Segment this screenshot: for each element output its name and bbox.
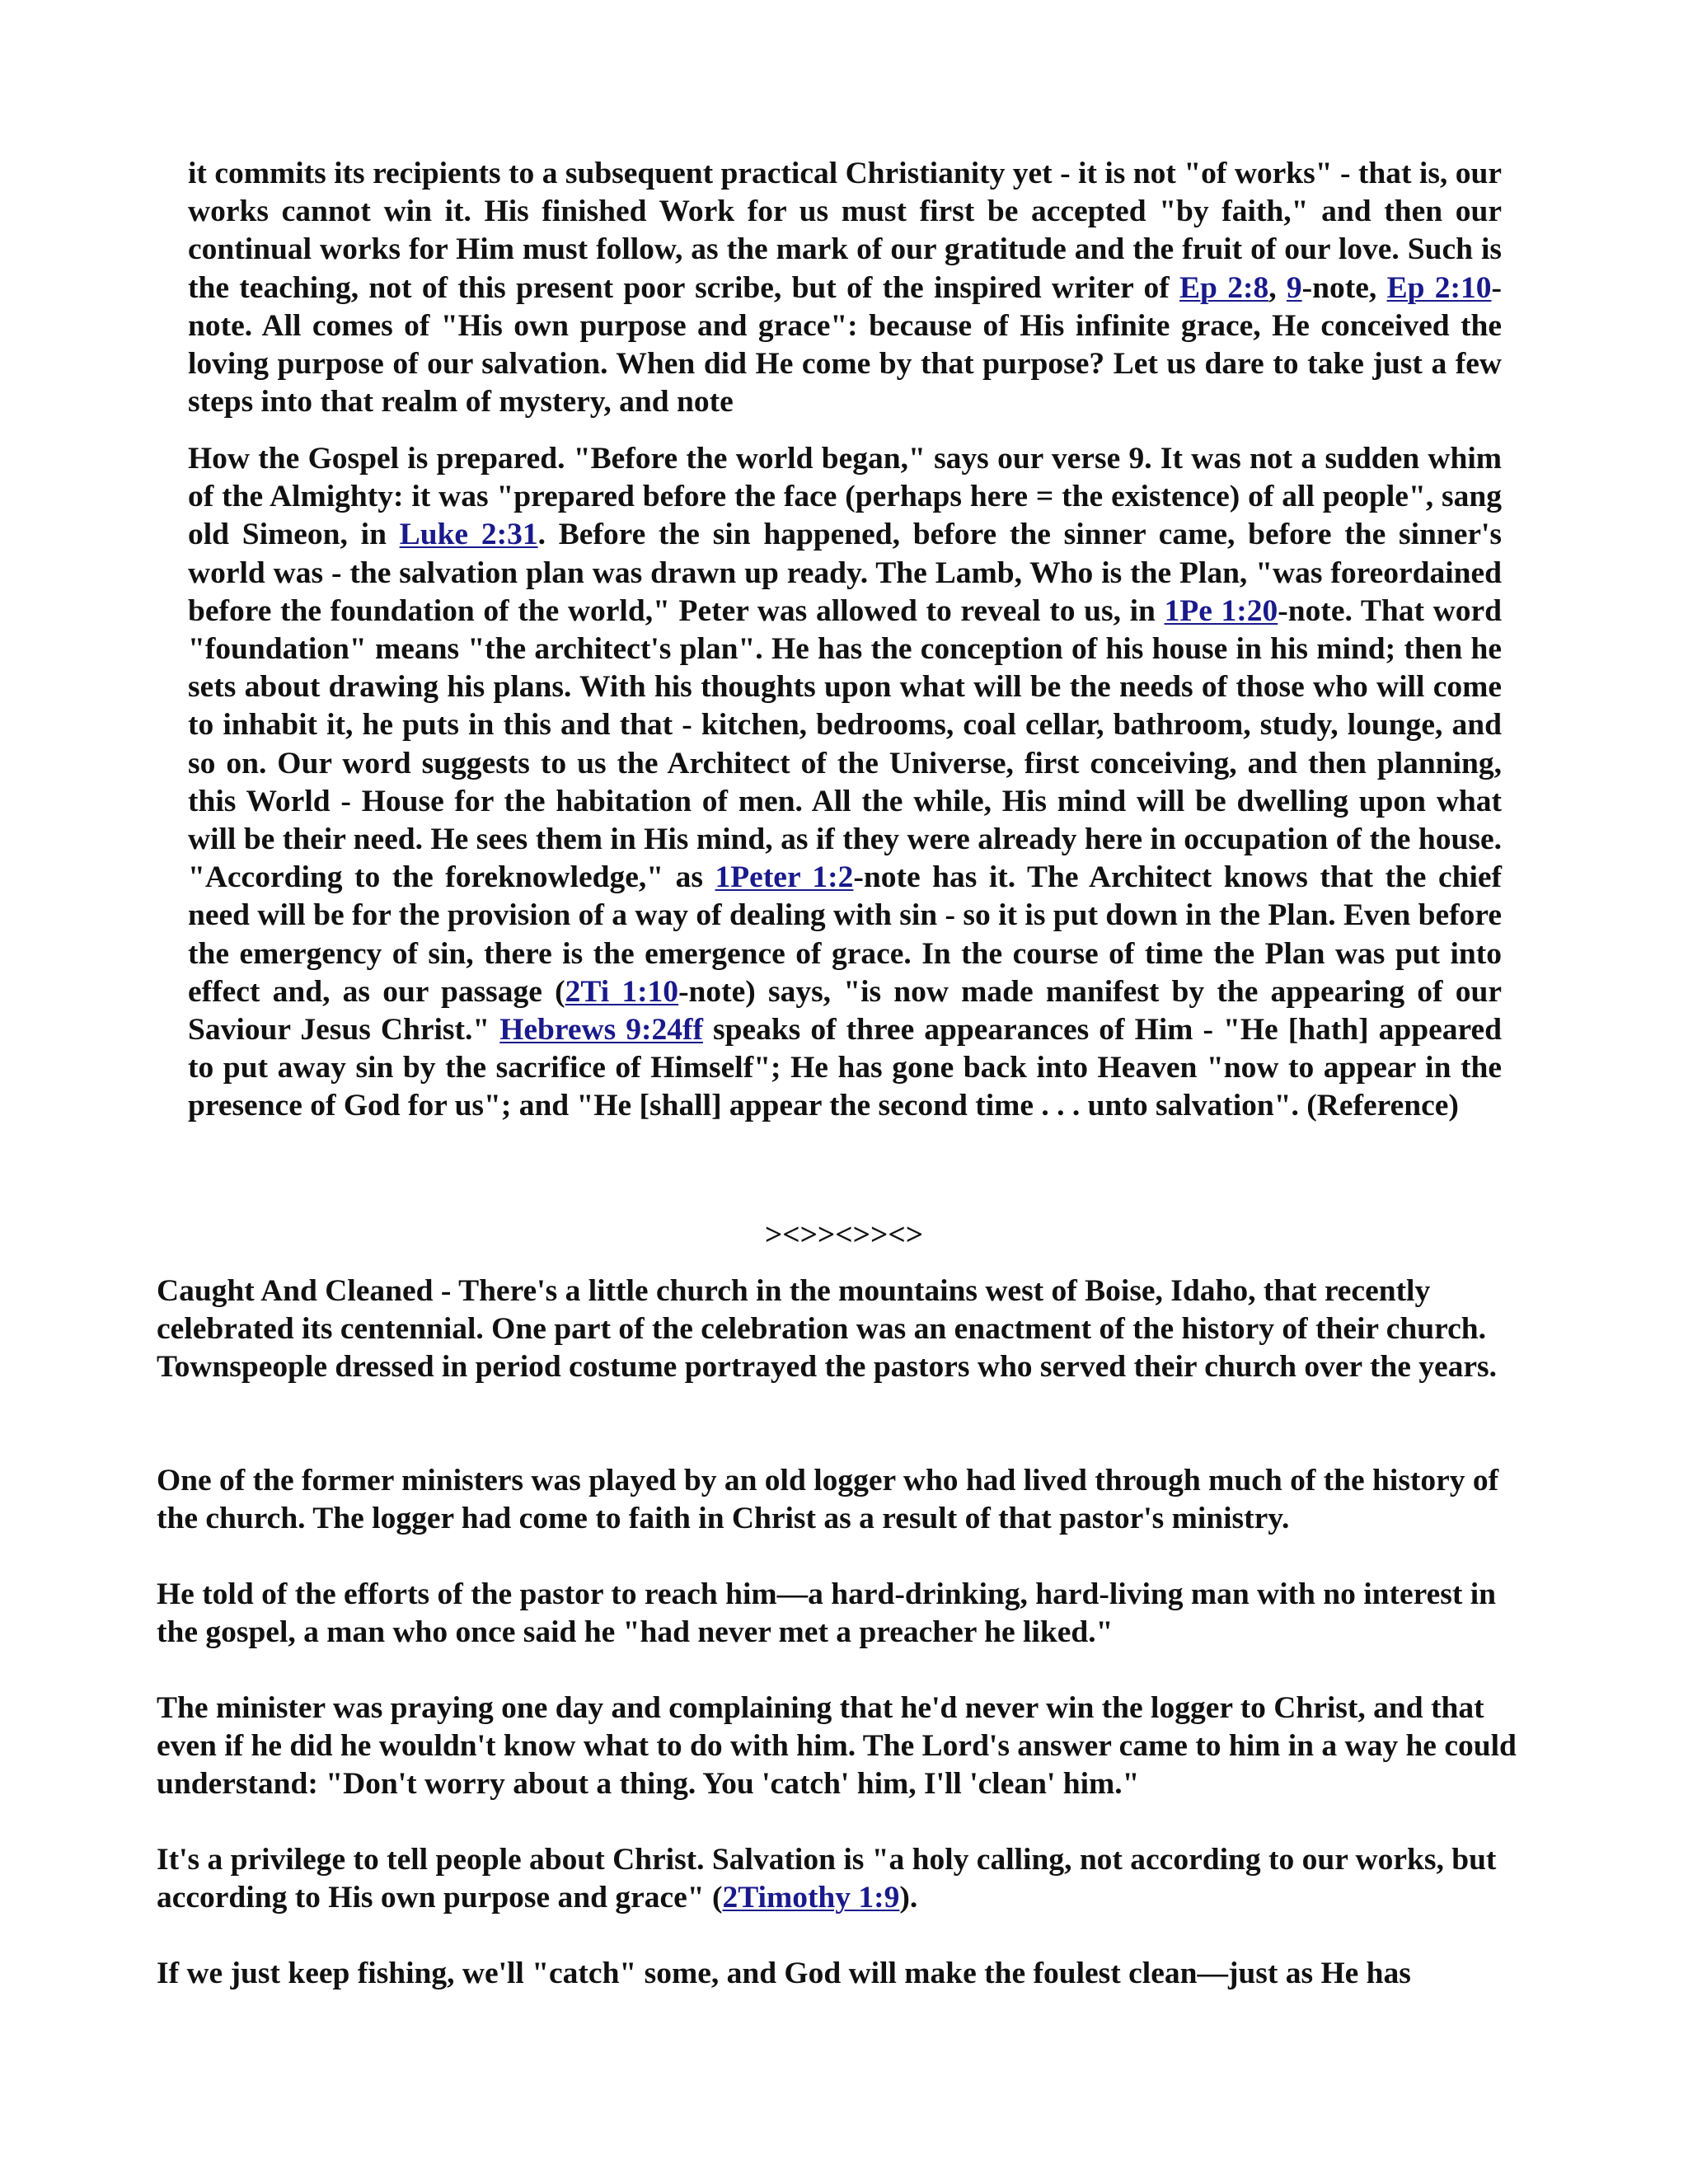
paragraph-text: How the Gospel is prepared. "Before the world began," says our verse 9. It was not a sudden whim of the Almighty: it was "prepared before the face (perhaps here = the existence) of all people", sang old Simeon, in xyxy=(188,442,1502,552)
paragraph-text: -note. That word "foundation" means "the architect's plan". He has the conception of his house in his mind; then he sets about drawing his plans. With his thoughts upon what will be the needs of those who will come to inhabit it, he puts in this and that - kitchen, bedrooms, coal cellar, bathroom, study, lounge, and so on. Our word suggests to us the Architect of the Universe, first conceiving, and then planning, this World - House for the habitation of men. All the while, His mind will be dwelling upon what will be their need. He sees them in His mind, as if they were already here in occupation of the house. "According to the foreknowledge," as xyxy=(188,593,1502,895)
paragraph-text: it commits its recipients to a subsequent practical Christianity yet - it is not "of works" - that is, our works cannot win it. His finished Work for us must first be accepted "by faith," and then our continual works for Him must follow, as the mark of our gratitude and the fruit of our love. Such is the teaching, not of this present poor scribe, but of the inspired writer of xyxy=(188,157,1502,305)
paragraph-text: , xyxy=(1268,270,1287,305)
section-divider: ><>><>><> xyxy=(764,1218,924,1252)
paragraph-text: -note has it. The Architect knows that the chief need will be for the provision of a way of dealing with sin - so it is put down in the Plan. Even before the emergency of sin, there is the emergence of grace. In the course of time the Plan was put into effect and, as our passage ( xyxy=(188,860,1502,1009)
paragraph-text: -note) says, "is now made manifest by the appearing of our Saviour Jesus Christ." xyxy=(188,974,1502,1047)
commentary-paragraph-works xyxy=(188,155,1502,421)
paragraph-text: . Before the sin happened, before the sinner came, before the sinner's world was - the salvation plan was drawn up ready. The Lamb, Who is the Plan, "was foreordained before the foundation of the world," Peter was allowed to reveal to us, in xyxy=(188,518,1502,628)
illustration-paragraph-logger: One of the former ministers was played by an old logger who had lived through much of the history of the church. The logger had come to faith in Christ as a result of that pastor's ministry. xyxy=(157,1464,1499,1536)
paragraph-text: -note. All comes of "His own purpose and grace": because of His infinite grace, He conceived the loving purpose of our salvation. When did He come by that purpose? Let us dare to take just a few steps into that realm of mystery, and note xyxy=(188,270,1503,419)
scripture-link-ep-2-8[interactable]: Ep 2:8 xyxy=(1179,270,1269,305)
scripture-link-hebrews-9-24ff[interactable]: Hebrews 9:24ff xyxy=(499,1013,703,1047)
paragraph-text: speaks of three appearances of Him - "He [hath] appeared to put away sin by the sacrifice of Himself"; He has gone back into Heaven "now to appear in the presence of God for us"; and "He [shall] appear the second time . . . unto salvation". (Reference) xyxy=(188,1013,1502,1123)
scripture-link-1peter-1-2[interactable]: 1Peter 1:2 xyxy=(715,860,854,895)
illustration-paragraph-keep-fishing: If we just keep fishing, we'll "catch" some, and God will make the foulest clean—just as He has xyxy=(157,1957,1411,1990)
scripture-link-1pe-1-20[interactable]: 1Pe 1:20 xyxy=(1164,593,1278,628)
illustration-paragraph-privilege xyxy=(157,1841,1541,1917)
scripture-link-2ti-1-10[interactable]: 2Ti 1:10 xyxy=(565,974,679,1009)
paragraph-text: ). xyxy=(899,1881,918,1915)
paragraph-text: It's a privilege to tell people about Christ. Salvation is "a holy calling, not according to our works, but according to His own purpose and grace" ( xyxy=(157,1843,1497,1915)
illustration-paragraph-efforts: He told of the efforts of the pastor to reach him—a hard-drinking, hard-living man with no interest in the gospel, a man who once said he "had never met a preacher he liked." xyxy=(157,1577,1497,1650)
paragraph-text: -note, xyxy=(1301,270,1387,305)
illustration-paragraph-caught-and-cleaned: Caught And Cleaned - There's a little church in the mountains west of Boise, Idaho, that recently celebrated its centennial. One part of the celebration was an enactment of the history of their church. Townspeople dressed in period costume portrayed the pastors who served their church over the years. xyxy=(157,1274,1497,1385)
scripture-link-luke-2-31[interactable]: Luke 2:31 xyxy=(399,518,538,552)
scripture-link-ep-2-10[interactable]: Ep 2:10 xyxy=(1386,270,1492,305)
commentary-paragraph-gospel-prepared xyxy=(188,440,1502,1126)
illustration-paragraph-prayer: The minister was praying one day and complaining that he'd never win the logger to Christ, and that even if he did he wouldn't know what to do with him. The Lord's answer came to him in a way he could understand: "Don't worry about a thing. You 'catch' him, I'll 'clean' him." xyxy=(157,1691,1517,1802)
scripture-link-ep-2-9[interactable]: 9 xyxy=(1286,270,1302,305)
scripture-link-2timothy-1-9[interactable]: 2Timothy 1:9 xyxy=(722,1881,900,1915)
